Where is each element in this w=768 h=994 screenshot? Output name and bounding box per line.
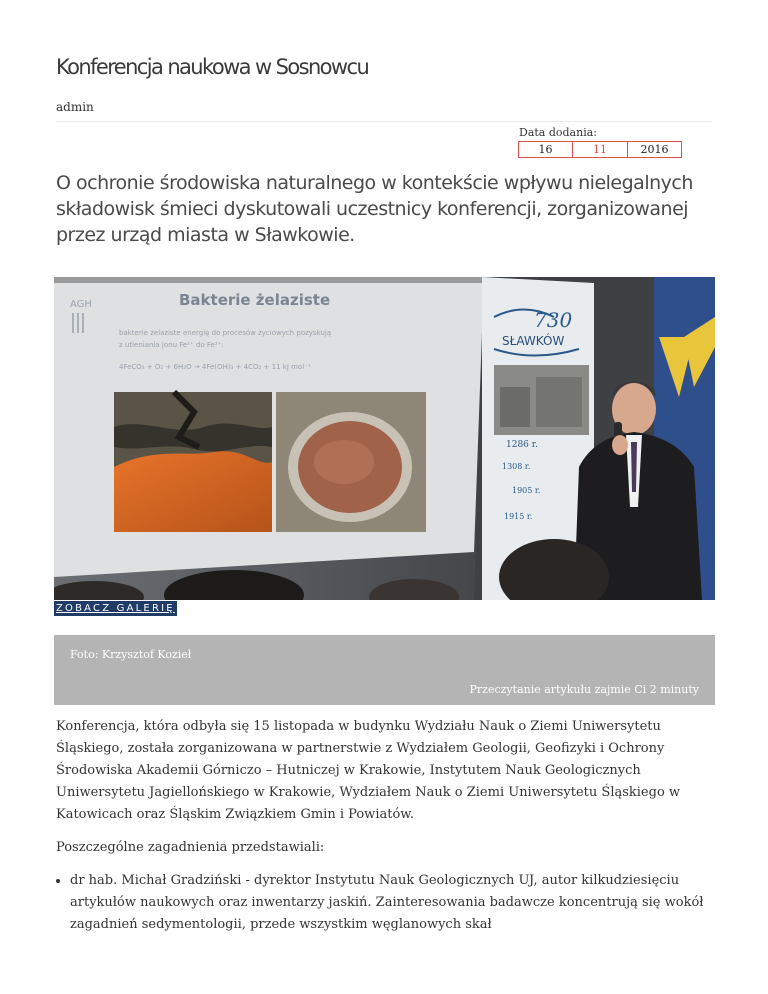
reading-time: Przeczytanie artykułu zajmie Ci 2 minuty — [469, 683, 699, 696]
photo-caption — [54, 635, 715, 705]
article-photo[interactable] — [54, 277, 715, 600]
banner-year-1: 1286 r. — [506, 440, 538, 450]
slide-title: Bakterie żelaziste — [179, 291, 331, 309]
date-month: 11 — [573, 141, 628, 158]
publish-date — [518, 141, 682, 158]
slide-logo: AGH — [70, 299, 92, 310]
banner-year-2: 1308 r. — [502, 462, 531, 471]
gallery-link[interactable]: ZOBACZ GALERIĘ — [56, 603, 175, 614]
conference-photo-illustration — [54, 277, 715, 600]
header-divider — [56, 121, 712, 122]
article-body — [56, 716, 716, 936]
body-paragraph-1: Konferencja, która odbyła się 15 listopada w budynku Wydziału Nauk o Ziemi Uniwersytetu Śląskiego, została zorganizowana w partnerstwie z Wydziałem Geologii, Geofizyki i Ochrony Środowiska Akademii Górniczo – Hutniczej w Krakowie, Instytutem Nauk Geologicznych Uniwersytetu Jagiellońskiego w Krakowie, Wydziałem Nauk o Ziemi Uniwersytetu Śląskiego w Katowicach oraz Śląskim Związkiem Gmin i Powiatów. — [56, 719, 681, 822]
body-paragraph-2: Poszczególne zagadnienia przedstawiali: — [56, 840, 325, 855]
banner-year-3: 1905 r. — [512, 486, 541, 495]
slide-line-2: z utleniania jonu Fe²⁺ do Fe³⁺: — [119, 341, 224, 349]
banner-city: SŁAWKÓW — [502, 334, 565, 348]
date-year: 2016 — [628, 141, 682, 158]
slide-line-1: bakterie żelaziste energię do procesów życiowych pozyskują — [119, 329, 332, 337]
date-label: Data dodania: — [519, 126, 597, 139]
article-lead: O ochronie środowiska naturalnego w kontekście wpływu nielegalnych składowisk śmieci dyskutowali uczestnicy konferencji, zorganizowanej przez urząd miasta w Sławkowie. — [56, 172, 693, 246]
date-day: 16 — [518, 141, 573, 158]
banner-number: 730 — [534, 308, 573, 332]
banner-year-4: 1915 r. — [504, 512, 533, 521]
photo-credit: Foto: Krzysztof Kozieł — [70, 648, 192, 661]
slide-formula: 4FeCO₃ + O₂ + 6H₂O → 4Fe(OH)₃ + 4CO₂ + 11 kJ mol⁻¹ — [119, 363, 311, 371]
list-item: • dr hab. Michał Gradziński - dyrektor Instytutu Nauk Geologicznych UJ, autor kilkudziesięciu artykułów naukowych oraz inwentarzy jaskiń. Zainteresowania badawcze koncentrują się wokół zagadnień sedymentologii, przede wszystkim węglanowych skał — [70, 870, 716, 936]
speaker-list — [56, 870, 716, 936]
article-title: Konferencja naukowa w Sosnowcu — [56, 55, 369, 79]
author-name[interactable]: admin — [56, 100, 94, 114]
